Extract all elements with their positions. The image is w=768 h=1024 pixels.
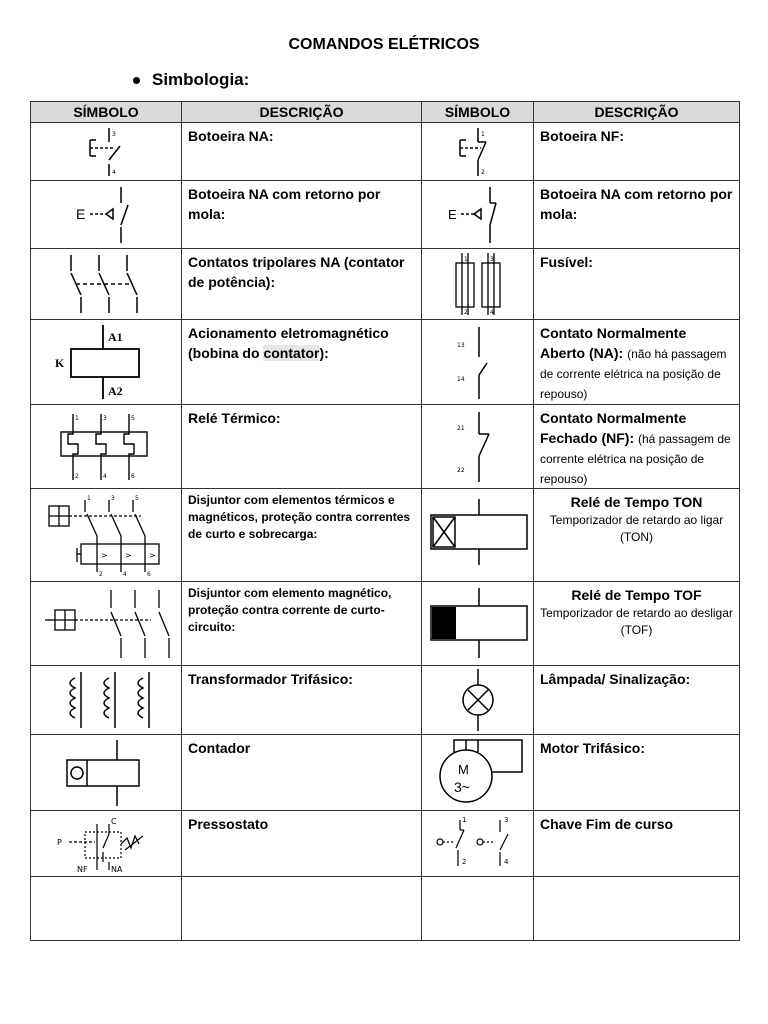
symbol-cell bbox=[31, 181, 182, 249]
svg-text:22: 22 bbox=[456, 466, 465, 474]
symbol-table bbox=[30, 101, 740, 941]
table-row bbox=[31, 811, 740, 877]
symbol-cell bbox=[422, 249, 534, 320]
svg-text:4: 4 bbox=[123, 571, 127, 578]
svg-text:4: 4 bbox=[103, 472, 107, 480]
description-cell: Contato Normalmente Aberto (NA): (não há passagem de corrente elétrica na posição de repouso) bbox=[534, 320, 740, 405]
description-cell: Contador bbox=[182, 735, 422, 811]
svg-text:5: 5 bbox=[135, 495, 139, 502]
svg-text:C: C bbox=[111, 816, 117, 826]
svg-text:6: 6 bbox=[131, 472, 135, 480]
svg-text:13: 13 bbox=[456, 342, 465, 349]
svg-text:4: 4 bbox=[503, 857, 508, 866]
symbol-cell bbox=[31, 489, 182, 582]
svg-text:NA: NA bbox=[111, 864, 123, 874]
description-cell: Motor Trifásico: bbox=[534, 735, 740, 811]
description-cell: Contato Normalmente Fechado (NF): (há passagem de corrente elétrica na posição de repouso) bbox=[534, 405, 740, 489]
svg-text:K: K bbox=[55, 356, 65, 370]
description-cell: Relé de Tempo TON Temporizador de retardo ao ligar (TON) bbox=[534, 489, 740, 582]
description-cell: Botoeira NA com retorno por mola: bbox=[182, 181, 422, 249]
subtitle-text: Simbologia: bbox=[152, 70, 250, 89]
description-cell: Disjuntor com elementos térmicos e magnéticos, proteção contra correntes de curto e sobrecarga: bbox=[182, 489, 422, 582]
svg-text:E: E bbox=[76, 205, 86, 222]
table-row-empty bbox=[31, 877, 740, 941]
push-button-nf-icon bbox=[448, 126, 508, 178]
svg-text:3: 3 bbox=[503, 815, 508, 824]
contact-na-icon bbox=[443, 323, 513, 401]
description-cell: Acionamento eletromagnético (bobina do contator): bbox=[182, 320, 422, 405]
header-description-1: DESCRIÇÃO bbox=[182, 102, 422, 123]
section-subtitle bbox=[133, 70, 249, 90]
thermal-relay-icon bbox=[51, 412, 161, 482]
svg-text:1: 1 bbox=[87, 495, 91, 502]
timer-tof-icon bbox=[423, 586, 533, 662]
timer-ton-icon bbox=[423, 495, 533, 575]
description-cell: Contatos tripolares NA (contator de potência): bbox=[182, 249, 422, 320]
table-row bbox=[31, 489, 740, 582]
symbol-cell bbox=[31, 249, 182, 320]
symbol-cell bbox=[422, 405, 534, 489]
motor-icon bbox=[428, 738, 528, 808]
description-cell: Botoeira NF: bbox=[534, 123, 740, 181]
symbol-cell bbox=[31, 123, 182, 181]
svg-text:E: E bbox=[447, 206, 457, 222]
svg-text:P: P bbox=[57, 837, 62, 847]
limit-switch-icon bbox=[428, 814, 528, 874]
table-row bbox=[31, 181, 740, 249]
svg-text:3: 3 bbox=[489, 256, 494, 263]
svg-text:21: 21 bbox=[456, 424, 465, 432]
header-symbol-2: SÍMBOLO bbox=[422, 102, 534, 123]
symbol-cell bbox=[422, 489, 534, 582]
svg-text:1: 1 bbox=[463, 256, 468, 263]
svg-text:M: M bbox=[457, 761, 469, 777]
symbol-cell bbox=[31, 666, 182, 735]
symbol-cell bbox=[422, 320, 534, 405]
description-cell: Transformador Trifásico: bbox=[182, 666, 422, 735]
fuse-icon bbox=[448, 251, 508, 317]
symbol-cell bbox=[31, 735, 182, 811]
svg-text:14: 14 bbox=[456, 376, 465, 383]
svg-text:1: 1 bbox=[75, 414, 79, 422]
header-description-2: DESCRIÇÃO bbox=[534, 102, 740, 123]
push-button-spring-return-nf-icon bbox=[438, 185, 518, 245]
lamp-icon bbox=[448, 667, 508, 733]
description-cell: Relé de Tempo TOF Temporizador de retardo ao desligar (TOF) bbox=[534, 582, 740, 666]
svg-text:4: 4 bbox=[489, 309, 494, 316]
push-button-na-icon bbox=[76, 126, 136, 178]
table-row bbox=[31, 249, 740, 320]
description-cell: Relé Térmico: bbox=[182, 405, 422, 489]
svg-text:1: 1 bbox=[480, 130, 485, 138]
symbol-cell bbox=[422, 735, 534, 811]
table-row bbox=[31, 123, 740, 181]
svg-text:3: 3 bbox=[103, 414, 107, 422]
symbol-cell bbox=[422, 666, 534, 735]
tripolar-contacts-icon bbox=[51, 253, 161, 315]
svg-text:2: 2 bbox=[75, 472, 79, 480]
push-button-spring-return-icon bbox=[66, 185, 146, 245]
svg-text:2: 2 bbox=[99, 571, 103, 578]
symbol-cell bbox=[31, 320, 182, 405]
highlighted-word: contator bbox=[263, 345, 320, 361]
description-cell: Lâmpada/ Sinalização: bbox=[534, 666, 740, 735]
svg-text:3: 3 bbox=[112, 130, 116, 138]
svg-text:>: > bbox=[101, 551, 108, 560]
coil-icon bbox=[51, 323, 161, 401]
symbol-cell bbox=[422, 181, 534, 249]
table-header-row bbox=[31, 102, 740, 123]
symbol-cell bbox=[422, 811, 534, 877]
description-cell: Disjuntor com elemento magnético, proteção contra corrente de curto-circuito: bbox=[182, 582, 422, 666]
svg-text:NF: NF bbox=[77, 864, 88, 874]
breaker-magnetic-icon bbox=[41, 586, 171, 662]
table-row bbox=[31, 666, 740, 735]
table-row bbox=[31, 320, 740, 405]
header-symbol-1: SÍMBOLO bbox=[31, 102, 182, 123]
description-cell: Pressostato bbox=[182, 811, 422, 877]
table-row bbox=[31, 582, 740, 666]
svg-text:4: 4 bbox=[112, 168, 116, 176]
description-cell: Botoeira NA: bbox=[182, 123, 422, 181]
table-row bbox=[31, 735, 740, 811]
symbol-cell bbox=[422, 123, 534, 181]
svg-text:>: > bbox=[125, 551, 132, 560]
svg-text:1: 1 bbox=[461, 815, 466, 824]
contact-nf-icon bbox=[443, 410, 513, 484]
svg-text:2: 2 bbox=[463, 309, 468, 316]
description-cell: Fusível: bbox=[534, 249, 740, 320]
three-phase-transformer-icon bbox=[51, 668, 161, 732]
description-cell: Chave Fim de curso bbox=[534, 811, 740, 877]
symbol-cell bbox=[31, 811, 182, 877]
description-cell: Botoeira NA com retorno por mola: bbox=[534, 181, 740, 249]
svg-text:2: 2 bbox=[461, 857, 466, 866]
breaker-thermal-magnetic-icon bbox=[41, 492, 171, 578]
page-title: COMANDOS ELÉTRICOS bbox=[288, 36, 480, 53]
bullet-icon bbox=[133, 77, 140, 84]
pressure-switch-icon bbox=[51, 814, 161, 874]
svg-text:3: 3 bbox=[111, 495, 115, 502]
counter-icon bbox=[61, 738, 151, 808]
svg-text:A1: A1 bbox=[108, 330, 123, 344]
svg-text:3~: 3~ bbox=[453, 778, 470, 795]
symbol-cell bbox=[31, 405, 182, 489]
symbol-cell bbox=[31, 582, 182, 666]
symbol-cell bbox=[422, 582, 534, 666]
svg-text:2: 2 bbox=[480, 168, 485, 176]
svg-text:6: 6 bbox=[147, 571, 151, 578]
svg-text:A2: A2 bbox=[108, 384, 123, 398]
svg-text:5: 5 bbox=[131, 414, 135, 422]
svg-text:>: > bbox=[149, 551, 156, 560]
table-row bbox=[31, 405, 740, 489]
